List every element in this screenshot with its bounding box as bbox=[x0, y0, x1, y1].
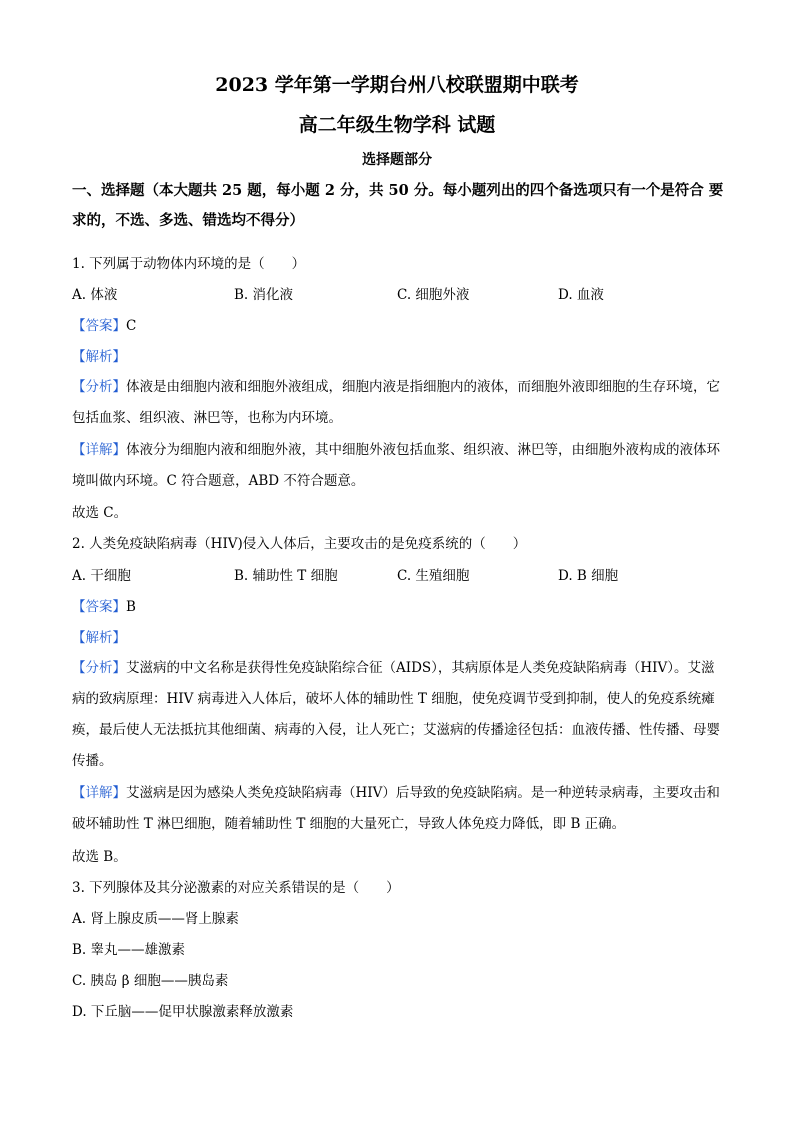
analysis-tag: 【解析】 bbox=[72, 349, 126, 365]
q2-breakdown-text: 艾滋病的中文名称是获得性免疫缺陷综合征（AIDS），其病原体是人类免疫缺陷病毒（HIV）。艾滋病的致病原理：HIV 病毒进入人体后，破坏人体的辅助性 T 细胞，使免疫调节受到抑制，使人的免疫系统瘫痪，最后使人无法抵抗其他细菌、病毒的入侵，让人死亡；艾滋病的传播途径包括：血液传播、性传播、母婴传播。 bbox=[72, 660, 720, 769]
q3-option-b: B. 睾丸——雄激素 bbox=[72, 942, 186, 958]
detail-tag: 【详解】 bbox=[72, 785, 126, 801]
section-one-heading: 一、选择题（本大题共 25 题，每小题 2 分，共 50 分。每小题列出的四个备选项只有一个是符合 要求的，不选、多选、错选均不得分） bbox=[72, 182, 724, 229]
q2-conclusion: 故选 B。 bbox=[72, 849, 127, 865]
q2-answer-line bbox=[72, 597, 732, 617]
q3-option-a: A. 肾上腺皮质——肾上腺素 bbox=[72, 911, 239, 927]
q1-detail bbox=[72, 435, 722, 497]
answer-tag: 【答案】 bbox=[72, 599, 126, 615]
q2-breakdown bbox=[72, 653, 722, 777]
q1-answer-line bbox=[72, 316, 732, 336]
section-label: 选择题部分 bbox=[362, 152, 432, 168]
breakdown-tag: 【分析】 bbox=[72, 379, 126, 395]
exam-title: 2023 学年第一学期台州八校联盟期中联考 bbox=[215, 74, 579, 96]
breakdown-tag: 【分析】 bbox=[72, 660, 126, 676]
answer-tag: 【答案】 bbox=[72, 318, 126, 334]
q1-option-c: C. 细胞外液 bbox=[397, 287, 470, 303]
q2-analysis-tag bbox=[72, 628, 732, 648]
q3-stem: 3. 下列腺体及其分泌激素的对应关系错误的是（ ） bbox=[72, 880, 400, 896]
q1-breakdown-text: 体液是由细胞内液和细胞外液组成，细胞内液是指细胞内的液体，而细胞外液即细胞的生存环境，它包括血浆、组织液、淋巴等，也称为内环境。 bbox=[72, 379, 720, 426]
q1-detail-text: 体液分为细胞内液和细胞外液，其中细胞外液包括血浆、组织液、淋巴等，由细胞外液构成的液体环境叫做内环境。C 符合题意，ABD 不符合题意。 bbox=[72, 442, 720, 489]
q1-option-a: A. 体液 bbox=[72, 287, 118, 303]
q2-stem: 2. 人类免疫缺陷病毒（HIV)侵入人体后，主要攻击的是免疫系统的（ ） bbox=[72, 536, 527, 552]
q2-detail-text: 艾滋病是因为感染人类免疫缺陷病毒（HIV）后导致的免疫缺陷病。是一种逆转录病毒，主要攻击和破坏辅助性 T 淋巴细胞，随着辅助性 T 细胞的大量死亡，导致人体免疫力降低，即 B 正确。 bbox=[72, 785, 720, 832]
q3-option-c: C. 胰岛 β 细胞——胰岛素 bbox=[72, 973, 229, 989]
exam-subtitle: 高二年级生物学科 试题 bbox=[298, 114, 496, 136]
detail-tag: 【详解】 bbox=[72, 442, 126, 458]
q1-option-d: D. 血液 bbox=[558, 287, 604, 303]
q1-option-b: B. 消化液 bbox=[234, 287, 294, 303]
q2-option-a: A. 干细胞 bbox=[72, 568, 131, 584]
analysis-tag: 【解析】 bbox=[72, 630, 126, 646]
q1-conclusion: 故选 C。 bbox=[72, 505, 128, 521]
q2-option-c: C. 生殖细胞 bbox=[397, 568, 470, 584]
q2-option-d: D. B 细胞 bbox=[558, 568, 619, 584]
q1-answer: C bbox=[126, 318, 137, 334]
q1-stem: 1. 下列属于动物体内环境的是（ ） bbox=[72, 256, 306, 272]
q3-option-d: D. 下丘脑——促甲状腺激素释放激素 bbox=[72, 1004, 294, 1020]
q1-breakdown bbox=[72, 372, 722, 434]
q2-detail bbox=[72, 778, 722, 840]
q2-option-b: B. 辅助性 T 细胞 bbox=[234, 568, 338, 584]
q1-analysis-tag bbox=[72, 347, 732, 367]
q2-answer: B bbox=[126, 599, 136, 615]
